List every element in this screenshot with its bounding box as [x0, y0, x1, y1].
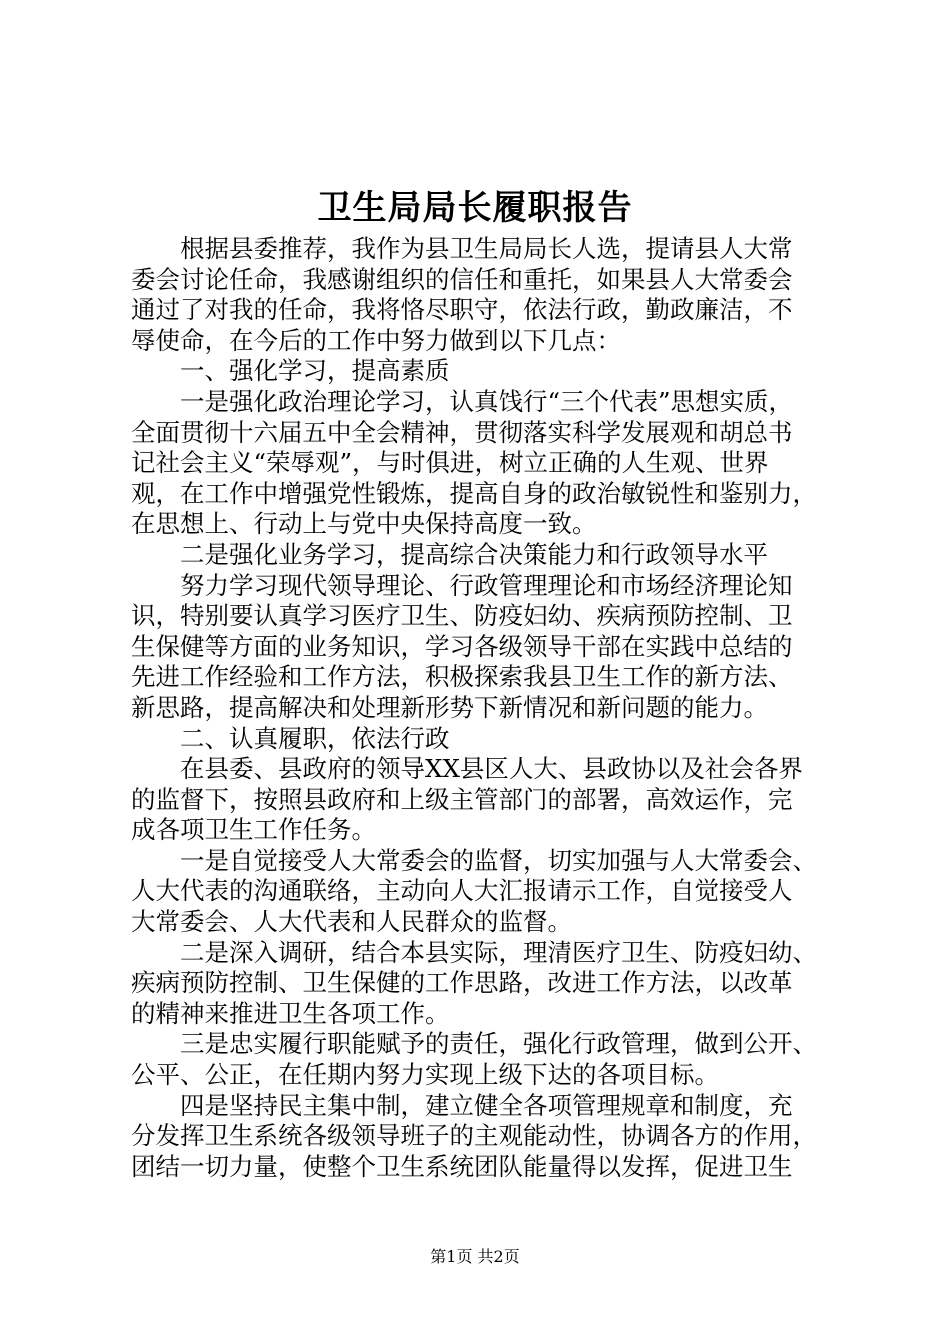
text-line: 二是强化业务学习，提高综合决策能力和行政领导水平	[180, 539, 768, 569]
text-line: 先进工作经验和工作方法，积极探索我县卫生工作的新方法、	[131, 662, 793, 692]
text-line: 记社会主义“荣辱观”，与时俱进，树立正确的人生观、世界	[131, 448, 769, 478]
text-line: 分发挥卫生系统各级领导班子的主观能动性，协调各方的作用，	[131, 1121, 817, 1151]
document-body	[131, 234, 834, 1182]
text-line: 识，特别要认真学习医疗卫生、防疫妇幼、疾病预防控制、卫	[131, 601, 793, 631]
text-line: 大常委会、人大代表和人民群众的监督。	[131, 907, 572, 937]
text-line: 人大代表的沟通联络，主动向人大汇报请示工作，自觉接受人	[131, 876, 793, 906]
text-line: 的精神来推进卫生各项工作。	[131, 998, 450, 1028]
text-line: 生保健等方面的业务知识，学习各级领导干部在实践中总结的	[131, 631, 793, 661]
document-title: 卫生局局长履职报告	[317, 188, 633, 228]
text-line: 的监督下，按照县政府和上级主管部门的部署，高效运作，完	[131, 784, 793, 814]
text-line: 二是深入调研，结合本县实际，理清医疗卫生、防疫妇幼、	[180, 937, 817, 967]
text-line: 四是坚持民主集中制，建立健全各项管理规章和制度，充	[180, 1090, 793, 1120]
text-line: 努力学习现代领导理论、行政管理理论和市场经济理论知	[180, 570, 793, 600]
text-line: 根据县委推荐，我作为县卫生局局长人选，提请县人大常	[180, 234, 793, 263]
text-line: 一是强化政治理论学习，认真饯行“三个代表”思想实质，	[180, 386, 794, 416]
text-line: 通过了对我的任命，我将恪尽职守，依法行政，勤政廉洁，不	[131, 295, 793, 325]
text-line: 二、认真履职，依法行政	[180, 723, 450, 753]
text-line: 一、强化学习，提高素质	[180, 356, 450, 386]
text-line: 观，在工作中增强党性锻炼，提高自身的政治敏锐性和鉴别力，	[131, 478, 817, 508]
text-line: 在思想上、行动上与党中央保持高度一致。	[131, 509, 597, 539]
text-line: 成各项卫生工作任务。	[131, 815, 376, 845]
text-line: 新思路，提高解决和处理新形势下新情况和新问题的能力。	[131, 692, 768, 722]
text-line: 委会讨论任命，我感谢组织的信任和重托，如果县人大常委会	[131, 264, 793, 294]
text-line: 在县委、县政府的领导XX县区人大、县政协以及社会各界	[180, 754, 803, 784]
text-line: 疾病预防控制、卫生保健的工作思路，改进工作方法，以改革	[131, 968, 793, 998]
text-line: 三是忠实履行职能赋予的责任，强化行政管理，做到公开、	[180, 1029, 817, 1059]
text-line: 全面贯彻十六届五中全会精神，贯彻落实科学发展观和胡总书	[131, 417, 793, 447]
page-footer: 第1页 共2页	[430, 1247, 520, 1266]
text-line: 一是自觉接受人大常委会的监督，切实加强与人大常委会、	[180, 845, 817, 875]
text-line: 辱使命，在今后的工作中努力做到以下几点：	[131, 325, 621, 355]
text-line: 公平、公正，在任期内努力实现上级下达的各项目标。	[131, 1060, 719, 1090]
text-line: 团结一切力量，使整个卫生系统团队能量得以发挥，促进卫生	[131, 1151, 793, 1181]
